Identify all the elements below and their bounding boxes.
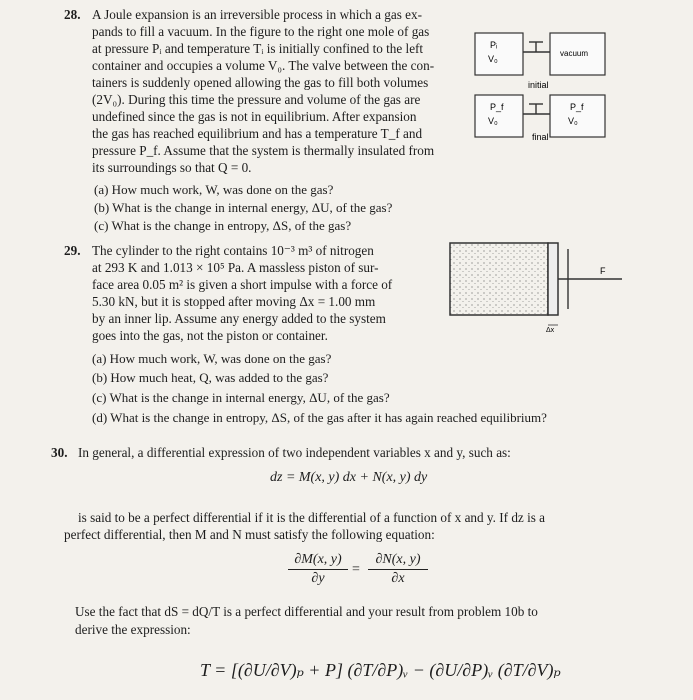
initial-left-volume: V₀	[488, 54, 498, 64]
problem-28-line-9: pressure P_f. Assume that the system is thermally insulated from	[92, 143, 435, 158]
equation-rhs-denominator: ∂x	[391, 571, 405, 586]
equation-lhs	[288, 552, 348, 587]
problem-30-intro: In general, a differential expression of two independent variables x and y, such as:	[78, 445, 511, 460]
problem-30-text-2: perfect differential, then M and N must satisfy the following equation:	[64, 527, 435, 542]
problem-28-line-7: undefined since the gas is not in equilibrium. After expansion	[92, 109, 417, 124]
problem-28-line-10: its surroundings so that Q = 0.	[92, 160, 252, 175]
fraction-bar	[368, 569, 428, 570]
dx-label: Δx	[546, 327, 555, 333]
problem-28-part-c: (c) What is the change in entropy, ΔS, of the gas?	[94, 218, 352, 233]
problem-29-part-d: (d) What is the change in entropy, ΔS, of the gas after it has again reached equilibrium?	[92, 410, 547, 425]
problem-29-line-3: face area 0.05 m² is given a short impulse with a force of	[92, 277, 393, 292]
problem-30-text-4: derive the expression:	[75, 622, 191, 637]
fraction-bar	[288, 569, 348, 570]
joule-expansion-figure	[470, 28, 620, 146]
equation-dz: dz = M(x, y) dx + N(x, y) dy	[270, 470, 428, 485]
problem-28-part-a: (a) How much work, W, was done on the gas?	[94, 182, 334, 197]
problem-29-part-c: (c) What is the change in internal energy, ΔU, of the gas?	[92, 390, 390, 405]
problem-28-line-8: the gas has reached equilibrium and has a temperature T_f and	[92, 126, 423, 141]
problem-29-line-2: at 293 K and 1.013 × 10⁵ Pa. A massless piston of sur-	[92, 260, 379, 275]
force-label: F	[600, 266, 606, 276]
problem-28-line-5: tainers is suddenly opened allowing the gas to fill both volumes	[92, 75, 429, 90]
final-right-pressure: P_f	[570, 102, 584, 112]
problem-30-text-1: is said to be a perfect differential if it is the differential of a function of x and y. If dz is a	[78, 510, 546, 525]
problem-29-part-b: (b) How much heat, Q, was added to the gas?	[92, 370, 329, 385]
final-left-volume: V₀	[488, 116, 498, 126]
initial-right-vacuum: vacuum	[560, 49, 589, 58]
final-label: final	[532, 132, 549, 142]
piston	[548, 243, 558, 315]
equation-temperature: T = [(∂U/∂V)ₚ + P] (∂T/∂P)ᵥ − (∂U/∂P)ᵥ (∂T/∂V)ₚ	[200, 660, 561, 680]
problem-29-number: 29.	[64, 243, 81, 258]
final-right-volume: V₀	[568, 116, 578, 126]
equation-rhs-numerator: ∂N(x, y)	[375, 552, 421, 567]
problem-29-line-1: The cylinder to the right contains 10⁻³ m³ of nitrogen	[92, 243, 374, 258]
problem-28-part-b: (b) What is the change in internal energy, ΔU, of the gas?	[94, 200, 393, 215]
problem-28-line-2: pands to fill a vacuum. In the figure to the right one mole of gas	[92, 24, 430, 39]
problem-28-line-6: (2V₀). During this time the pressure and volume of the gas are	[92, 92, 421, 107]
problem-29-line-6: goes into the gas, not the piston or container.	[92, 328, 328, 343]
equals-sign: =	[352, 562, 360, 577]
equation-rhs	[368, 552, 428, 587]
problem-28-line-4: container and occupies a volume V₀. The valve between the con-	[92, 58, 435, 73]
problem-30-number: 30.	[51, 445, 68, 460]
equation-lhs-numerator: ∂M(x, y)	[294, 552, 342, 567]
problem-28-number: 28.	[64, 7, 81, 22]
initial-label: initial	[528, 80, 549, 90]
equation-lhs-denominator: ∂y	[311, 571, 325, 586]
problem-30-text-3: Use the fact that dS = dQ/T is a perfect differential and your result from problem 10b to	[75, 604, 538, 619]
initial-left-pressure: Pᵢ	[490, 40, 498, 50]
problem-29-part-a: (a) How much work, W, was done on the gas?	[92, 351, 332, 366]
problem-28-line-1: A Joule expansion is an irreversible process in which a gas ex-	[92, 7, 422, 22]
final-left-pressure: P_f	[490, 102, 504, 112]
problem-29-line-5: by an inner lip. Assume any energy added to the system	[92, 311, 386, 326]
problem-29-line-4: 5.30 kN, but it is stopped after moving Δx = 1.00 mm	[92, 294, 376, 309]
piston-cylinder-figure	[446, 237, 630, 333]
problem-28-line-3: at pressure Pᵢ and temperature Tᵢ is initially confined to the left	[92, 41, 424, 56]
